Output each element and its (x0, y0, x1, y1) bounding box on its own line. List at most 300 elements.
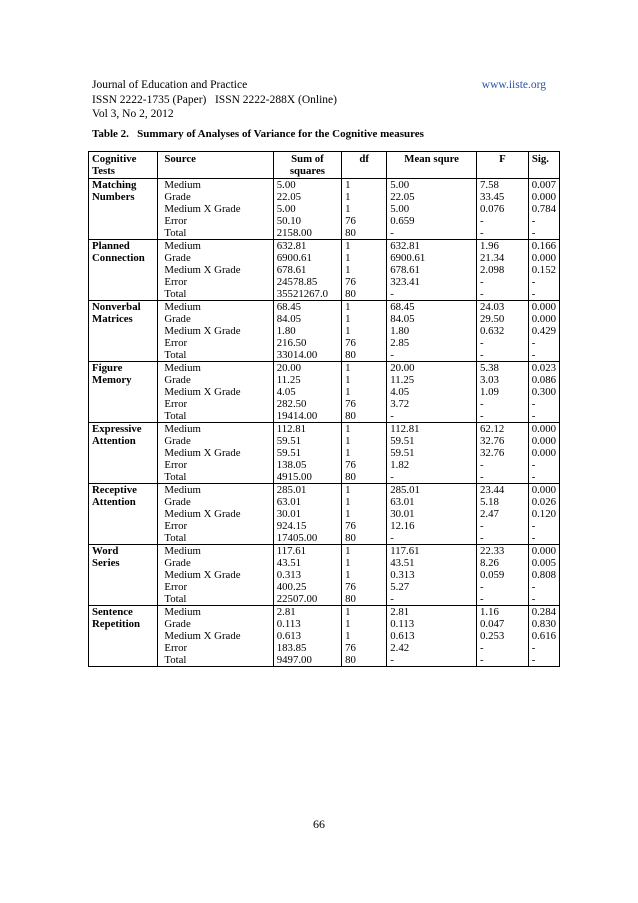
mean-square-cell: 117.61 (387, 545, 477, 558)
df-cell: 1 (342, 618, 387, 630)
table-row (89, 386, 560, 398)
df-cell: 80 (342, 349, 387, 362)
column-header-df: df (342, 152, 387, 179)
sig-cell: - (528, 471, 559, 484)
sig-cell: - (528, 593, 559, 606)
sum-of-squares-cell: 183.85 (273, 642, 341, 654)
source-cell: Medium X Grade (164, 325, 241, 337)
sum-of-squares-cell: 20.00 (273, 362, 341, 375)
df-cell: 1 (342, 252, 387, 264)
table-row (89, 459, 560, 471)
sum-of-squares-cell: 68.45 (273, 301, 341, 314)
f-cell: 8.26 (477, 557, 529, 569)
source-cell: Error (164, 642, 188, 654)
source-cell: Medium (164, 301, 201, 313)
df-cell: 1 (342, 179, 387, 192)
sum-of-squares-cell: 285.01 (273, 484, 341, 497)
sum-of-squares-cell: 63.01 (273, 496, 341, 508)
sum-of-squares-cell: 24578.85 (273, 276, 341, 288)
table-row (89, 520, 560, 532)
sum-of-squares-cell: 0.113 (273, 618, 341, 630)
mean-square-cell: 1.82 (387, 459, 477, 471)
mean-square-cell: 3.72 (387, 398, 477, 410)
df-cell: 76 (342, 459, 387, 471)
table-row (89, 642, 560, 654)
f-cell: 5.38 (477, 362, 529, 375)
f-cell: 29.50 (477, 313, 529, 325)
df-cell: 1 (342, 496, 387, 508)
source-cell: Grade (164, 618, 191, 630)
source-cell: Grade (164, 374, 191, 386)
mean-square-cell: - (387, 654, 477, 667)
mean-square-cell: 63.01 (387, 496, 477, 508)
source-cell: Error (164, 520, 188, 532)
source-cell: Grade (164, 435, 191, 447)
cognitive-test-name: Planned Connection (89, 240, 158, 301)
source-cell: Total (158, 227, 273, 240)
sum-of-squares-cell: 9497.00 (273, 654, 341, 667)
f-cell: 32.76 (477, 447, 529, 459)
sig-cell: 0.830 (528, 618, 559, 630)
f-cell: 0.059 (477, 569, 529, 581)
df-cell: 76 (342, 337, 387, 349)
source-cell: Error (164, 581, 188, 593)
f-cell: 23.44 (477, 484, 529, 497)
journal-header (92, 78, 546, 122)
mean-square-cell: 323.41 (387, 276, 477, 288)
sig-cell: 0.086 (528, 374, 559, 386)
sig-cell: - (528, 398, 559, 410)
column-header-cognitive-tests: Cognitive Tests (89, 152, 158, 179)
sig-cell: - (528, 654, 559, 667)
sig-cell: 0.023 (528, 362, 559, 375)
cognitive-test-name: Nonverbal Matrices (89, 301, 158, 362)
table-row (89, 240, 560, 253)
mean-square-cell: 68.45 (387, 301, 477, 314)
table-row (89, 191, 560, 203)
f-cell: 0.047 (477, 618, 529, 630)
sum-of-squares-cell: 0.313 (273, 569, 341, 581)
mean-square-cell: 2.42 (387, 642, 477, 654)
sum-of-squares-cell: 1.80 (273, 325, 341, 337)
table-row (89, 654, 560, 667)
mean-square-cell: 20.00 (387, 362, 477, 375)
mean-square-cell: 30.01 (387, 508, 477, 520)
mean-square-cell: 59.51 (387, 447, 477, 459)
source-cell: Medium (164, 606, 201, 618)
sum-of-squares-cell: 282.50 (273, 398, 341, 410)
table-row (89, 606, 560, 619)
sig-cell: 0.000 (528, 252, 559, 264)
sig-cell: - (528, 459, 559, 471)
sum-of-squares-cell: 84.05 (273, 313, 341, 325)
sum-of-squares-cell: 0.613 (273, 630, 341, 642)
source-cell: Total (158, 288, 273, 301)
source-cell: Medium (164, 545, 201, 557)
sig-cell: - (528, 642, 559, 654)
df-cell: 80 (342, 410, 387, 423)
source-cell: Error (164, 398, 188, 410)
df-cell: 80 (342, 654, 387, 667)
table-row (89, 337, 560, 349)
sig-cell: 0.616 (528, 630, 559, 642)
df-cell: 80 (342, 471, 387, 484)
mean-square-cell: 43.51 (387, 557, 477, 569)
sig-cell: 0.000 (528, 435, 559, 447)
sum-of-squares-cell: 59.51 (273, 447, 341, 459)
mean-square-cell: 84.05 (387, 313, 477, 325)
sig-cell: 0.000 (528, 191, 559, 203)
source-cell: Total (158, 471, 273, 484)
df-cell: 1 (342, 313, 387, 325)
table-body (89, 179, 560, 667)
df-cell: 1 (342, 362, 387, 375)
sum-of-squares-cell: 678.61 (273, 264, 341, 276)
mean-square-cell: 285.01 (387, 484, 477, 497)
df-cell: 1 (342, 630, 387, 642)
source-cell: Total (158, 532, 273, 545)
table-row (89, 288, 560, 301)
sig-cell: - (528, 581, 559, 593)
source-cell: Medium (164, 362, 201, 374)
table-row (89, 264, 560, 276)
df-cell: 80 (342, 532, 387, 545)
f-cell: - (477, 520, 529, 532)
table-row (89, 398, 560, 410)
sum-of-squares-cell: 43.51 (273, 557, 341, 569)
source-cell: Medium X Grade (164, 508, 241, 520)
source-cell: Total (158, 410, 273, 423)
source-cell: Grade (164, 313, 191, 325)
f-cell: - (477, 642, 529, 654)
table-row (89, 227, 560, 240)
df-cell: 1 (342, 569, 387, 581)
table-caption: Table 2. Summary of Analyses of Variance for the Cognitive measures (92, 128, 424, 140)
f-cell: 5.18 (477, 496, 529, 508)
mean-square-cell: 632.81 (387, 240, 477, 253)
column-header-sum-of-squares: Sum of squares (273, 152, 341, 179)
f-cell: 24.03 (477, 301, 529, 314)
f-cell: 62.12 (477, 423, 529, 436)
mean-square-cell: 1.80 (387, 325, 477, 337)
df-cell: 1 (342, 374, 387, 386)
cognitive-test-name: Receptive Attention (89, 484, 158, 545)
table-row (89, 374, 560, 386)
sum-of-squares-cell: 4.05 (273, 386, 341, 398)
mean-square-cell: 5.00 (387, 179, 477, 192)
df-cell: 76 (342, 215, 387, 227)
df-cell: 76 (342, 276, 387, 288)
table-row (89, 471, 560, 484)
cognitive-test-name: Word Series (89, 545, 158, 606)
source-cell: Medium X Grade (164, 386, 241, 398)
source-cell: Medium X Grade (164, 203, 241, 215)
table-row (89, 630, 560, 642)
mean-square-cell: 0.613 (387, 630, 477, 642)
sig-cell: - (528, 532, 559, 545)
f-cell: 1.09 (477, 386, 529, 398)
volume-line: Vol 3, No 2, 2012 (92, 108, 174, 121)
mean-square-cell: - (387, 532, 477, 545)
df-cell: 80 (342, 227, 387, 240)
source-cell: Total (158, 593, 273, 606)
sig-cell: 0.000 (528, 447, 559, 459)
df-cell: 80 (342, 593, 387, 606)
source-cell: Error (164, 276, 188, 288)
df-cell: 1 (342, 203, 387, 215)
sum-of-squares-cell: 19414.00 (273, 410, 341, 423)
table-row (89, 423, 560, 436)
source-cell: Grade (164, 191, 191, 203)
df-cell: 1 (342, 240, 387, 253)
f-cell: 33.45 (477, 191, 529, 203)
column-header-source: Source (158, 152, 273, 179)
table-row (89, 203, 560, 215)
df-cell: 76 (342, 581, 387, 593)
sig-cell: 0.000 (528, 423, 559, 436)
source-cell: Error (164, 215, 188, 227)
sig-cell: 0.000 (528, 301, 559, 314)
table-row (89, 435, 560, 447)
table-row (89, 215, 560, 227)
sig-cell: - (528, 215, 559, 227)
sum-of-squares-cell: 22507.00 (273, 593, 341, 606)
mean-square-cell: 59.51 (387, 435, 477, 447)
f-cell: 0.076 (477, 203, 529, 215)
source-cell: Total (158, 349, 273, 362)
f-cell: 0.253 (477, 630, 529, 642)
mean-square-cell: 2.85 (387, 337, 477, 349)
f-cell: 0.632 (477, 325, 529, 337)
df-cell: 76 (342, 520, 387, 532)
sum-of-squares-cell: 400.25 (273, 581, 341, 593)
table-row (89, 484, 560, 497)
f-cell: - (477, 276, 529, 288)
mean-square-cell: 6900.61 (387, 252, 477, 264)
sum-of-squares-cell: 17405.00 (273, 532, 341, 545)
source-cell: Grade (164, 496, 191, 508)
df-cell: 1 (342, 301, 387, 314)
sum-of-squares-cell: 2.81 (273, 606, 341, 619)
mean-square-cell: 11.25 (387, 374, 477, 386)
f-cell: - (477, 654, 529, 667)
table-row (89, 496, 560, 508)
issn-line: ISSN 2222-1735 (Paper) ISSN 2222-288X (Online) (92, 93, 337, 106)
table-row (89, 557, 560, 569)
sum-of-squares-cell: 112.81 (273, 423, 341, 436)
table-row (89, 569, 560, 581)
source-cell: Medium X Grade (164, 264, 241, 276)
f-cell: - (477, 215, 529, 227)
sig-cell: 0.284 (528, 606, 559, 619)
df-cell: 1 (342, 191, 387, 203)
mean-square-cell: 5.27 (387, 581, 477, 593)
f-cell: 1.16 (477, 606, 529, 619)
mean-square-cell: - (387, 288, 477, 301)
sig-cell: - (528, 410, 559, 423)
sig-cell: 0.000 (528, 545, 559, 558)
sig-cell: 0.429 (528, 325, 559, 337)
source-cell: Error (164, 459, 188, 471)
table-header-row (89, 152, 560, 179)
source-cell: Total (158, 654, 273, 667)
cognitive-test-name: Expressive Attention (89, 423, 158, 484)
df-cell: 76 (342, 642, 387, 654)
sum-of-squares-cell: 59.51 (273, 435, 341, 447)
f-cell: - (477, 227, 529, 240)
cognitive-test-name: Matching Numbers (89, 179, 158, 240)
f-cell: 7.58 (477, 179, 529, 192)
source-cell: Grade (164, 252, 191, 264)
source-cell: Medium X Grade (164, 630, 241, 642)
sig-cell: 0.000 (528, 484, 559, 497)
sig-cell: 0.166 (528, 240, 559, 253)
f-cell: - (477, 593, 529, 606)
sum-of-squares-cell: 5.00 (273, 203, 341, 215)
df-cell: 1 (342, 606, 387, 619)
mean-square-cell: 0.313 (387, 569, 477, 581)
df-cell: 1 (342, 484, 387, 497)
journal-name: Journal of Education and Practice (92, 79, 248, 91)
cognitive-test-name: Sentence Repetition (89, 606, 158, 667)
table-row (89, 179, 560, 192)
column-header-sig: Sig. (528, 152, 559, 179)
f-cell: 2.098 (477, 264, 529, 276)
cognitive-test-name: Figure Memory (89, 362, 158, 423)
df-cell: 1 (342, 508, 387, 520)
column-header-mean-square: Mean squre (387, 152, 477, 179)
table-row (89, 593, 560, 606)
sum-of-squares-cell: 924.15 (273, 520, 341, 532)
f-cell: 32.76 (477, 435, 529, 447)
f-cell: 3.03 (477, 374, 529, 386)
sum-of-squares-cell: 33014.00 (273, 349, 341, 362)
table-row (89, 252, 560, 264)
mean-square-cell: 112.81 (387, 423, 477, 436)
df-cell: 1 (342, 264, 387, 276)
sig-cell: 0.000 (528, 313, 559, 325)
sum-of-squares-cell: 216.50 (273, 337, 341, 349)
table-row (89, 276, 560, 288)
table-row (89, 313, 560, 325)
table-row (89, 508, 560, 520)
f-cell: - (477, 398, 529, 410)
sig-cell: 0.300 (528, 386, 559, 398)
mean-square-cell: - (387, 471, 477, 484)
sum-of-squares-cell: 30.01 (273, 508, 341, 520)
sum-of-squares-cell: 35521267.0 (273, 288, 341, 301)
f-cell: 2.47 (477, 508, 529, 520)
source-cell: Medium (164, 240, 201, 252)
mean-square-cell: - (387, 593, 477, 606)
mean-square-cell: 12.16 (387, 520, 477, 532)
mean-square-cell: 0.113 (387, 618, 477, 630)
sum-of-squares-cell: 5.00 (273, 179, 341, 192)
df-cell: 80 (342, 288, 387, 301)
source-cell: Grade (164, 557, 191, 569)
sig-cell: - (528, 349, 559, 362)
table-row (89, 618, 560, 630)
sum-of-squares-cell: 50.10 (273, 215, 341, 227)
table-row (89, 325, 560, 337)
f-cell: - (477, 459, 529, 471)
column-header-f: F (477, 152, 529, 179)
sum-of-squares-cell: 4915.00 (273, 471, 341, 484)
f-cell: 22.33 (477, 545, 529, 558)
sum-of-squares-cell: 632.81 (273, 240, 341, 253)
mean-square-cell: - (387, 410, 477, 423)
sum-of-squares-cell: 11.25 (273, 374, 341, 386)
table-row (89, 581, 560, 593)
source-cell: Medium (164, 179, 201, 191)
source-cell: Error (164, 337, 188, 349)
f-cell: - (477, 288, 529, 301)
sum-of-squares-cell: 138.05 (273, 459, 341, 471)
table-row (89, 301, 560, 314)
table-row (89, 362, 560, 375)
f-cell: 1.96 (477, 240, 529, 253)
sig-cell: 0.808 (528, 569, 559, 581)
df-cell: 1 (342, 325, 387, 337)
journal-url-link[interactable]: www.iiste.org (481, 79, 546, 91)
sig-cell: - (528, 276, 559, 288)
df-cell: 1 (342, 557, 387, 569)
mean-square-cell: 5.00 (387, 203, 477, 215)
sum-of-squares-cell: 6900.61 (273, 252, 341, 264)
page-number: 66 (313, 817, 325, 831)
df-cell: 1 (342, 447, 387, 459)
source-cell: Medium (164, 423, 201, 435)
mean-square-cell: 678.61 (387, 264, 477, 276)
df-cell: 76 (342, 398, 387, 410)
mean-square-cell: 22.05 (387, 191, 477, 203)
source-cell: Medium X Grade (164, 447, 241, 459)
mean-square-cell: 2.81 (387, 606, 477, 619)
sig-cell: 0.120 (528, 508, 559, 520)
sig-cell: - (528, 520, 559, 532)
sig-cell: 0.152 (528, 264, 559, 276)
sig-cell: - (528, 337, 559, 349)
mean-square-cell: 4.05 (387, 386, 477, 398)
f-cell: - (477, 349, 529, 362)
df-cell: 1 (342, 545, 387, 558)
sum-of-squares-cell: 2158.00 (273, 227, 341, 240)
table-row (89, 349, 560, 362)
table-row (89, 410, 560, 423)
df-cell: 1 (342, 435, 387, 447)
table-row (89, 447, 560, 459)
sum-of-squares-cell: 117.61 (273, 545, 341, 558)
sig-cell: 0.026 (528, 496, 559, 508)
f-cell: - (477, 471, 529, 484)
f-cell: - (477, 532, 529, 545)
anova-table (88, 151, 560, 667)
source-cell: Medium (164, 484, 201, 496)
table-row (89, 545, 560, 558)
sum-of-squares-cell: 22.05 (273, 191, 341, 203)
mean-square-cell: - (387, 227, 477, 240)
source-cell: Medium X Grade (164, 569, 241, 581)
f-cell: 21.34 (477, 252, 529, 264)
sig-cell: - (528, 227, 559, 240)
mean-square-cell: 0.659 (387, 215, 477, 227)
f-cell: - (477, 410, 529, 423)
f-cell: - (477, 581, 529, 593)
sig-cell: 0.007 (528, 179, 559, 192)
sig-cell: 0.784 (528, 203, 559, 215)
sig-cell: - (528, 288, 559, 301)
table-row (89, 532, 560, 545)
